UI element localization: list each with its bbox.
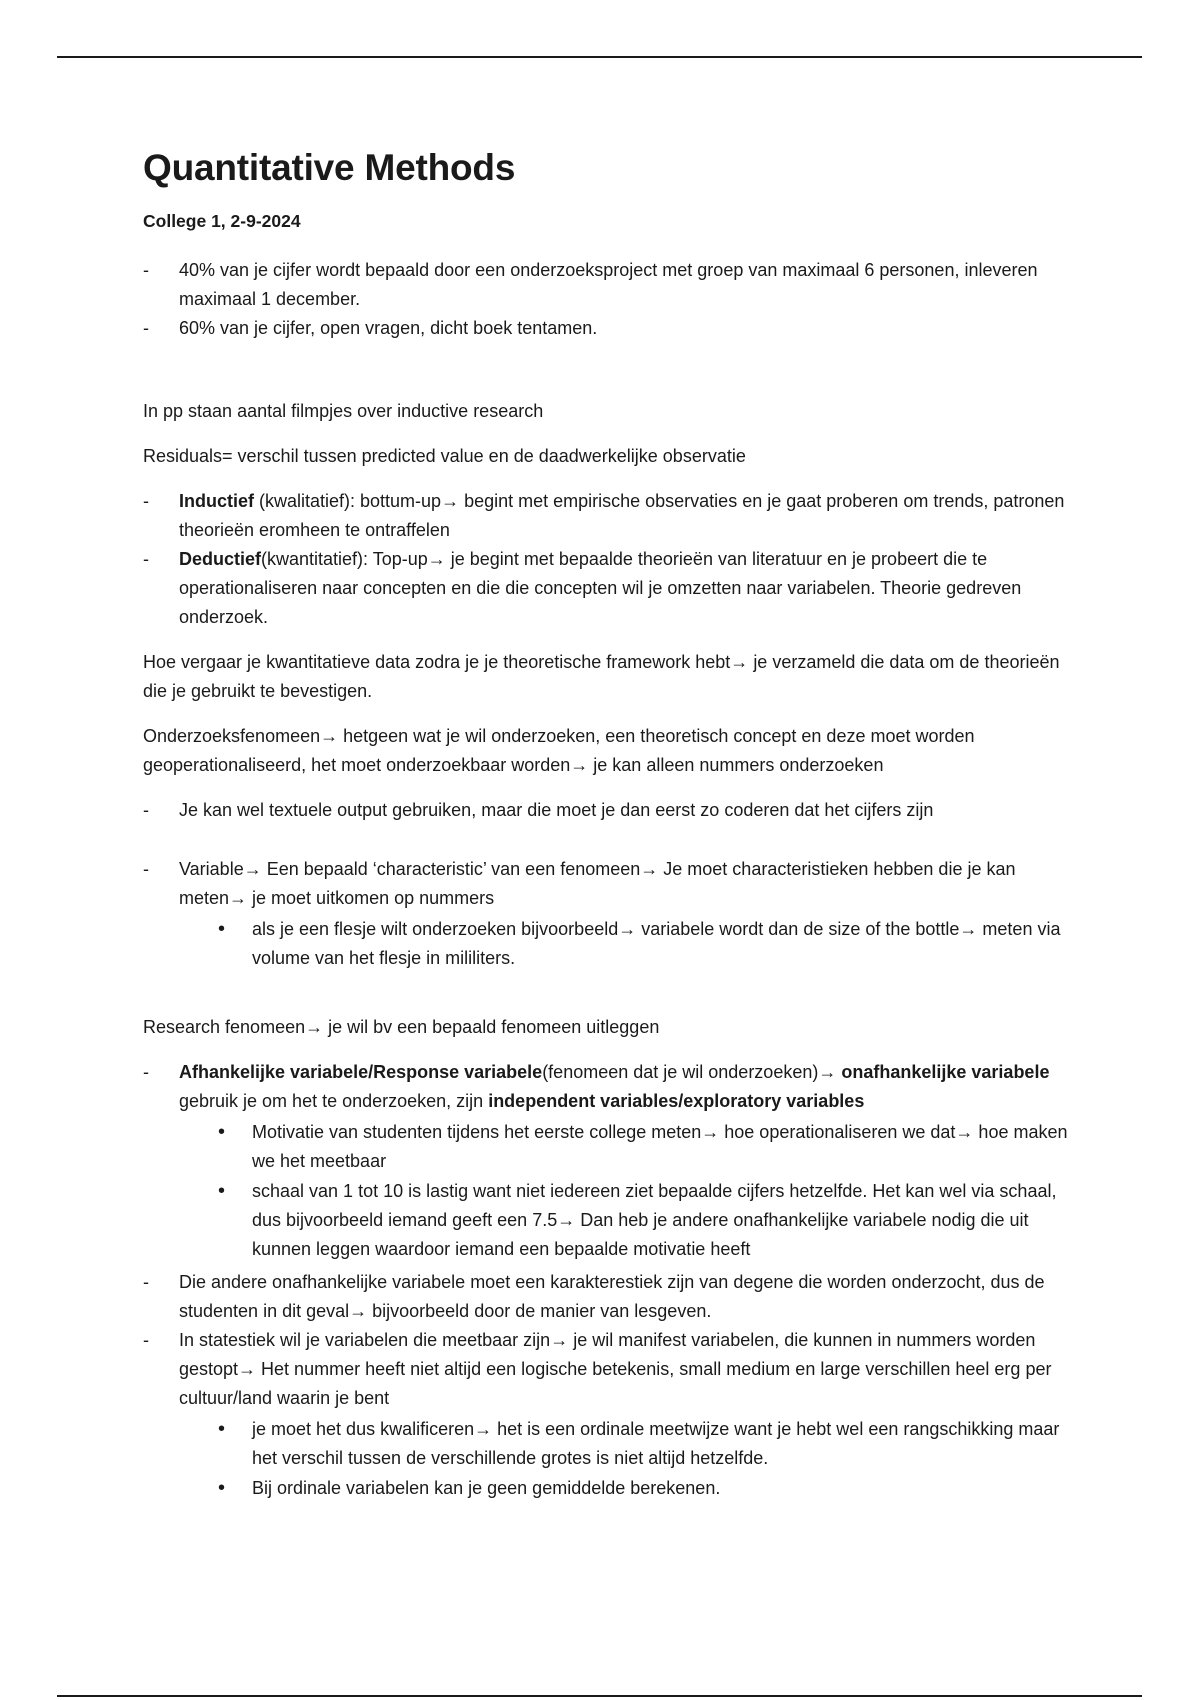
- sub-list-item: • Bij ordinale variabelen kan je geen gemiddelde berekenen.: [252, 1474, 1073, 1503]
- sub-list-item: • Motivatie van studenten tijdens het eerste college meten→ hoe operationaliseren we dat→ hoe maken we het meetbaar: [252, 1118, 1073, 1176]
- list-item: - In statestiek wil je variabelen die meetbaar zijn→ je wil manifest variabelen, die kunnen in nummers worden gestopt→ Het nummer heeft niet altijd een logische betekenis, small medium en large verschillen heel erg per cultuur/land waarin je bent • je moet het dus kwalificeren→ het is een ordinale meetwijze want je hebt wel een rangschikking maar het verschil tussen de verschillende grotes is niet altijd hetzelfde. • Bij ordinale variabelen kan je geen gemiddelde berekenen.: [143, 1326, 1073, 1503]
- sub-list: [179, 1118, 1073, 1264]
- document-body: [143, 138, 1073, 1519]
- list-item: - Variable→ Een bepaald ‘characteristic’ van een fenomeen→ Je moet characteristieken hebben die je kan meten→ je moet uitkomen op nummers • als je een flesje wilt onderzoeken bijvoorbeeld→ variabele wordt dan de size of the bottle→ meten via volume van het flesje in mililiters.: [143, 855, 1073, 973]
- paragraph: Research fenomeen→ je wil bv een bepaald fenomeen uitleggen: [143, 1017, 660, 1037]
- sub-list: [179, 915, 1073, 973]
- footer-rule: [57, 1695, 1142, 1697]
- paragraph: Residuals= verschil tussen predicted value en de daadwerkelijke observatie: [143, 446, 746, 466]
- variable-list: [143, 855, 1073, 973]
- list-item: - Die andere onafhankelijke variabele moet een karakterestiek zijn van degene die worden onderzocht, dus de studenten in dit geval→ bijvoorbeeld door de manier van lesgeven.: [143, 1268, 1073, 1326]
- paragraph: Onderzoeksfenomeen→ hetgeen wat je wil onderzoeken, een theoretisch concept en deze moet worden geoperationaliseerd, het moet onderzoekbaar worden→ je kan alleen nummers onderzoeken: [143, 726, 975, 775]
- sub-list-item: • schaal van 1 tot 10 is lastig want niet iedereen ziet bepaalde cijfers hetzelfde. Het kan wel via schaal, dus bijvoorbeeld iemand geeft een 7.5→ Dan heb je andere onafhankelijke variabele nodig die uit kunnen leggen waardoor iemand een bepaalde motivatie heeft: [252, 1177, 1073, 1264]
- list-item: - Inductief (kwalitatief): bottum-up→ begint met empirische observaties en je gaat proberen om trends, patronen theorieën eromheen te ontraffelen: [143, 487, 1073, 545]
- header-rule: [57, 56, 1142, 58]
- list-item: - 60% van je cijfer, open vragen, dicht boek tentamen.: [143, 314, 1073, 343]
- list-item: - 40% van je cijfer wordt bepaald door een onderzoeksproject met groep van maximaal 6 personen, inleveren maximaal 1 december.: [143, 256, 1073, 314]
- lecture-date: College 1, 2-9-2024: [143, 211, 301, 231]
- sub-list: [179, 1415, 1073, 1503]
- term-deductief: Deductief: [179, 549, 262, 569]
- sub-list-item: • je moet het dus kwalificeren→ het is een ordinale meetwijze want je hebt wel een rangschikking maar het verschil tussen de verschillende grotes is niet altijd hetzelfde.: [252, 1415, 1073, 1473]
- term-inductief: Inductief: [179, 491, 254, 511]
- variables-list: [143, 1058, 1073, 1503]
- list-item: - Deductief(kwantitatief): Top-up→ je begint met bepaalde theorieën van literatuur en je probeert die te operationaliseren naar concepten en die die concepten wil je omzetten naar variabelen. Theorie gedreven onderzoek.: [143, 545, 1073, 632]
- list-item: - Afhankelijke variabele/Response variabele(fenomeen dat je wil onderzoeken)→ onafhankelijke variabele gebruik je om het te onderzoeken, zijn independent variables/exploratory variables • Motivatie van studenten tijdens het eerste college meten→ hoe operationaliseren we dat→ hoe maken we het meetbaar • schaal van 1 tot 10 is lastig want niet iedereen ziet bepaalde cijfers hetzelfde. Het kan wel via schaal, dus bijvoorbeeld iemand geeft een 7.5→ Dan heb je andere onafhankelijke variabele nodig die uit kunnen leggen waardoor iemand een bepaalde motivatie heeft: [143, 1058, 1073, 1264]
- research-types-list: [143, 487, 1073, 632]
- page-title: Quantitative Methods: [143, 147, 516, 188]
- sub-list-item: • als je een flesje wilt onderzoeken bijvoorbeeld→ variabele wordt dan de size of the bottle→ meten via volume van het flesje in mililiters.: [252, 915, 1073, 973]
- grading-list: [143, 256, 1073, 343]
- textual-output-list: [143, 796, 1073, 825]
- paragraph: In pp staan aantal filmpjes over inductive research: [143, 401, 544, 421]
- paragraph: Hoe vergaar je kwantitatieve data zodra je je theoretische framework hebt→ je verzameld die data om de theorieën die je gebruikt te bevestigen.: [143, 652, 1060, 701]
- list-item: - Je kan wel textuele output gebruiken, maar die moet je dan eerst zo coderen dat het cijfers zijn: [143, 796, 1073, 825]
